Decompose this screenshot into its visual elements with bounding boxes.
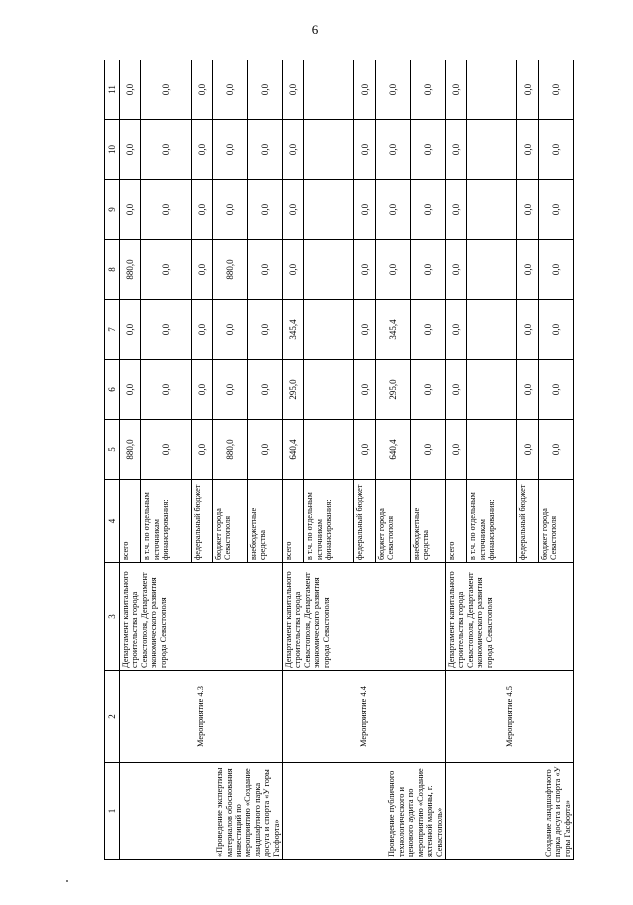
value-cell: 0,0 [247,420,282,480]
value-cell: 0,0 [141,180,191,240]
column-header: 4 [105,480,120,563]
value-cell: 345,4 [282,300,303,360]
value-cell [467,360,517,420]
value-cell: 0,0 [538,120,573,180]
value-cell: 0,0 [517,60,538,120]
column-header: 7 [105,300,120,360]
executor-cell: Департамент капитального строительства города Севастополя, Департамент экономического развития города Севастополя [445,563,573,671]
value-cell: 0,0 [247,240,282,300]
executor-cell: Департамент капитального строительства города Севастополя, Департамент экономического развития города Севастополя [120,563,283,671]
value-cell: 0,0 [282,120,303,180]
value-cell: 0,0 [282,240,303,300]
value-cell: 0,0 [538,420,573,480]
value-cell: 0,0 [538,300,573,360]
source-cell: бюджет города Севастополя [538,480,573,563]
value-cell [304,360,354,420]
value-cell: 0,0 [120,60,141,120]
value-cell: 0,0 [191,360,212,420]
value-cell: 0,0 [410,240,445,300]
column-header: 11 [105,60,120,120]
value-cell: 0,0 [538,360,573,420]
value-cell: 0,0 [141,360,191,420]
value-cell: 0,0 [517,420,538,480]
value-cell: 0,0 [191,120,212,180]
value-cell: 0,0 [120,300,141,360]
value-cell: 880,0 [212,240,247,300]
value-cell: 0,0 [212,360,247,420]
value-cell: 640,4 [375,420,410,480]
value-cell: 0,0 [538,180,573,240]
value-cell: 0,0 [354,60,375,120]
value-cell: 0,0 [375,60,410,120]
value-cell: 0,0 [375,120,410,180]
source-cell: федеральный бюджет [517,480,538,563]
rotated-table-frame [104,60,574,860]
value-cell: 0,0 [354,360,375,420]
value-cell [467,180,517,240]
column-header: 2 [105,671,120,763]
source-cell: всего [445,480,466,563]
page-number: 6 [311,22,319,37]
value-cell: 0,0 [141,240,191,300]
value-cell: 0,0 [445,180,466,240]
value-cell: 0,0 [538,240,573,300]
value-cell: 0,0 [282,180,303,240]
value-cell: 0,0 [445,240,466,300]
value-cell [467,240,517,300]
value-cell: 640,4 [282,420,303,480]
value-cell: 0,0 [212,300,247,360]
column-header: 10 [105,120,120,180]
source-cell: всего [120,480,141,563]
table-row [445,60,466,860]
value-cell: 0,0 [141,300,191,360]
value-cell: 0,0 [410,300,445,360]
value-cell: 0,0 [354,300,375,360]
value-cell: 0,0 [354,420,375,480]
source-cell: бюджет города Севастополя [212,480,247,563]
value-cell: 0,0 [247,180,282,240]
value-cell: 0,0 [354,240,375,300]
value-cell: 0,0 [410,420,445,480]
value-cell [467,60,517,120]
value-cell: 0,0 [120,120,141,180]
executor-cell: Департамент капитального строительства города Севастополя, Департамент экономического развития города Севастополя [282,563,445,671]
value-cell [304,120,354,180]
source-cell: федеральный бюджет [191,480,212,563]
scan-speck [66,880,68,882]
value-cell: 0,0 [445,360,466,420]
column-header: 1 [105,763,120,860]
value-cell: 295,0 [282,360,303,420]
source-cell: бюджет города Севастополя [375,480,410,563]
table-row [282,60,303,860]
value-cell: 0,0 [410,360,445,420]
table-row [120,60,141,860]
value-cell: 0,0 [410,180,445,240]
value-cell [467,300,517,360]
value-cell: 0,0 [410,120,445,180]
value-cell: 0,0 [191,60,212,120]
value-cell: 0,0 [445,420,466,480]
value-cell: 0,0 [517,300,538,360]
measure-cell: Мероприятие 4.5 [445,671,573,763]
value-cell: 0,0 [445,120,466,180]
value-cell: 0,0 [191,420,212,480]
value-cell: 0,0 [141,120,191,180]
value-cell: 0,0 [247,60,282,120]
value-cell: 0,0 [247,360,282,420]
value-cell: 0,0 [212,120,247,180]
value-cell: 0,0 [247,300,282,360]
value-cell [304,420,354,480]
value-cell: 880,0 [212,420,247,480]
source-cell: в т.ч. по отдельным источникам финансирования: [467,480,517,563]
value-cell: 0,0 [517,180,538,240]
value-cell: 295,0 [375,360,410,420]
table-container [104,60,574,860]
source-cell: федеральный бюджет [354,480,375,563]
source-cell: внебюджетные средства [247,480,282,563]
value-cell [467,420,517,480]
source-cell: всего [282,480,303,563]
value-cell: 0,0 [212,180,247,240]
column-header: 8 [105,240,120,300]
column-header: 3 [105,563,120,671]
measure-cell: Мероприятие 4.4 [282,671,445,763]
value-cell [304,180,354,240]
value-cell: 0,0 [282,60,303,120]
header-row [105,60,120,860]
value-cell: 0,0 [191,300,212,360]
value-cell: 880,0 [120,240,141,300]
value-cell: 345,4 [375,300,410,360]
value-cell [304,60,354,120]
source-cell: в т.ч. по отдельным источникам финансирования: [141,480,191,563]
value-cell: 0,0 [517,360,538,420]
value-cell: 0,0 [538,60,573,120]
value-cell: 0,0 [375,240,410,300]
source-cell: в т.ч. по отдельным источникам финансирования: [304,480,354,563]
event-name-cell: Проведение публичного технологического и ценового аудита по мероприятию «Создание яхтенной марины, г. Севастополь» [282,763,445,860]
event-name-cell: Создание ландшафтного парка досуга и спорта «У горы Гасфорта» [445,763,573,860]
value-cell: 0,0 [120,180,141,240]
value-cell: 0,0 [191,240,212,300]
value-cell [467,120,517,180]
value-cell: 0,0 [141,60,191,120]
value-cell: 0,0 [445,300,466,360]
column-header: 6 [105,360,120,420]
event-name-cell: «Проведение экспертизы материалов обоснования инвестиций по мероприятию «Создание ландшафтного парка досуга и спорта «У горы Гасфорта» [120,763,283,860]
value-cell: 880,0 [120,420,141,480]
value-cell: 0,0 [247,120,282,180]
column-header: 9 [105,180,120,240]
measure-cell: Мероприятие 4.3 [120,671,283,763]
value-cell: 0,0 [354,180,375,240]
value-cell [304,300,354,360]
financing-table [104,60,574,860]
value-cell: 0,0 [410,60,445,120]
value-cell: 0,0 [517,240,538,300]
value-cell: 0,0 [141,420,191,480]
source-cell: внебюджетные средства [410,480,445,563]
value-cell: 0,0 [191,180,212,240]
value-cell: 0,0 [517,120,538,180]
value-cell: 0,0 [212,60,247,120]
value-cell: 0,0 [354,120,375,180]
value-cell: 0,0 [445,60,466,120]
value-cell [304,240,354,300]
column-header: 5 [105,420,120,480]
value-cell: 0,0 [120,360,141,420]
value-cell: 0,0 [375,180,410,240]
